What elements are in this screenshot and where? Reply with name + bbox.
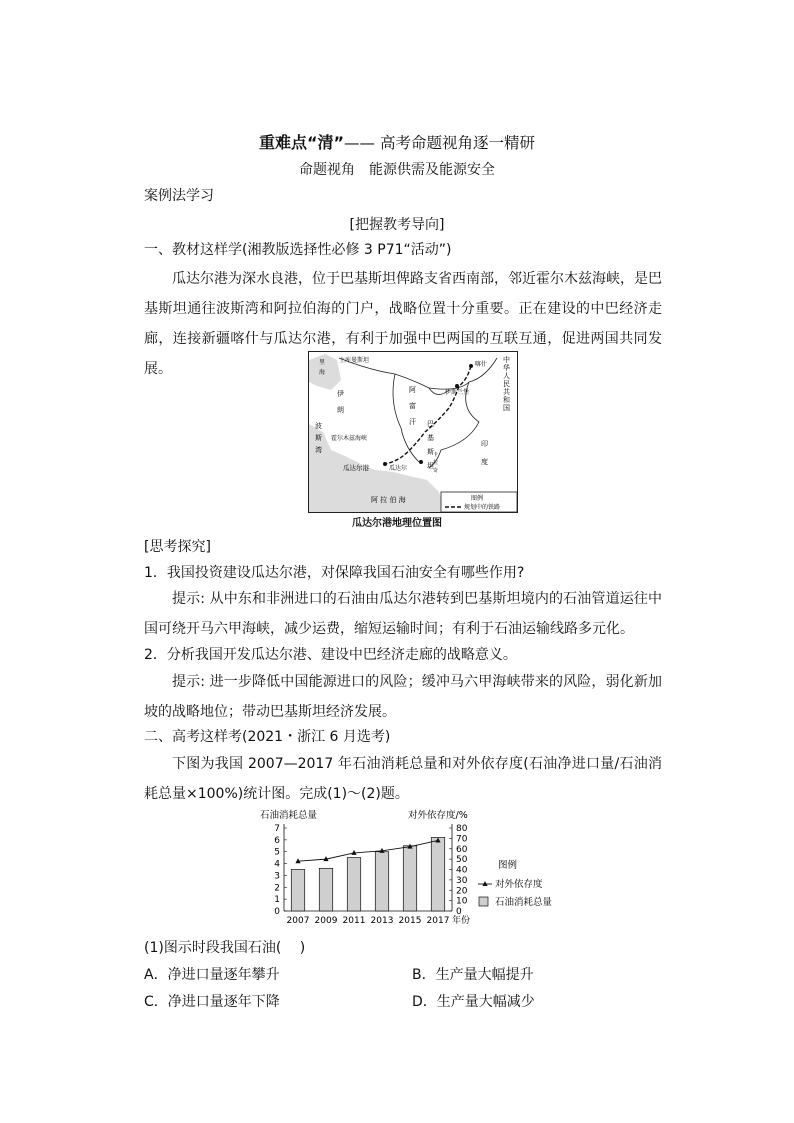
map-label: 中: [503, 356, 510, 364]
map-label: 海: [319, 369, 326, 376]
legend-title: 图例: [471, 495, 484, 502]
left-tick-label: 2: [274, 883, 280, 894]
map-label: 共: [503, 388, 510, 396]
left-tick-label: 6: [274, 835, 280, 846]
option-d[interactable]: D．生产量大幅减少: [412, 994, 535, 1010]
map-label: 富: [409, 402, 416, 410]
map-label: 斯: [427, 448, 434, 456]
city-dot: [419, 460, 423, 464]
option-c[interactable]: C．净进口量逐年下降: [144, 994, 280, 1010]
right-tick-label: 40: [456, 865, 468, 876]
map-label: 斯: [315, 434, 322, 442]
chart-legend-title: 图例: [498, 860, 518, 871]
map-label: 巴: [427, 420, 434, 428]
left-tick-label: 3: [274, 871, 280, 882]
map-label: 阿 拉 伯 海: [371, 496, 406, 504]
map-label: 喀什: [475, 361, 488, 368]
textbook-paragraph: 瓜达尔港为深水良港，位于巴基斯坦俾路支省西南部，邻近霍尔木兹海峡，是巴基斯坦通往波斯湾和阿拉伯海的门户，战略位置十分重要。正在建设的中巴经济走廊，连接新疆喀什与瓜达尔港，有利于加强中巴两国的互联互通，促进两国共同发展。: [144, 271, 662, 377]
title-rest: 高考命题视角逐一精研: [375, 134, 535, 152]
map-label: 拉: [433, 460, 439, 466]
map-label: 湾: [315, 446, 322, 454]
map-label: 和: [503, 396, 510, 404]
map-label: 坦: [427, 462, 434, 470]
title-bold: 重难点“清”: [259, 133, 345, 152]
map-label: 基: [427, 434, 434, 442]
map-caption: 瓜达尔港地理位置图: [352, 518, 442, 529]
map-label: 里: [319, 359, 326, 366]
x-tick-label: 2017: [426, 916, 450, 926]
left-axis-label: 石油消耗总量: [260, 810, 318, 821]
guide-heading: [把握教考导向]: [349, 217, 445, 233]
right-tick-label: 50: [456, 855, 468, 866]
right-tick-label: 10: [456, 896, 468, 907]
legend-bar-label: 石油消耗总量: [495, 897, 553, 908]
page-title: [0, 130, 794, 153]
x-axis-suffix: 年份: [452, 916, 471, 926]
textbook-heading: 一、教材这样学(湘教版选择性必修 3 P71“活动”): [144, 242, 452, 258]
left-tick-label: 7: [274, 824, 280, 834]
x-tick-label: 2015: [398, 916, 422, 926]
map-label: 伊斯兰堡: [445, 389, 470, 396]
bar: [291, 870, 304, 912]
map-label: 度: [481, 458, 488, 466]
left-tick-label: 4: [274, 859, 280, 870]
map-label: 人: [503, 372, 510, 380]
legend-rail-label: 规划中的铁路: [464, 504, 501, 511]
map-label: 瓜达尔: [389, 465, 408, 472]
option-b[interactable]: B．生产量大幅提升: [412, 967, 534, 983]
right-tick-label: 20: [456, 886, 468, 897]
map-label: 瓜达尔港: [343, 464, 369, 472]
answer-2: 提示: 进一步降低中国能源进口的风险；缓冲马六甲海峡带来的风险，弱化新加坡的战略地位；带动巴基斯坦经济发展。: [144, 674, 662, 720]
right-axis-label: 对外依存度/%: [408, 810, 468, 821]
page-subtitle: 命题视角 能源供需及能源安全: [299, 162, 495, 178]
answer-1: 提示: 从中东和非洲进口的石油由瓜达尔港转到巴基斯坦境内的石油管道运往中国可绕开马六甲海峡，减少运费，缩短运输时间；有利于石油运输线路多元化。: [144, 591, 662, 637]
case-study-heading: 案例法学习: [144, 188, 214, 204]
right-tick-label: 0: [456, 907, 462, 917]
right-tick-label: 60: [456, 844, 468, 855]
right-tick-label: 80: [456, 824, 468, 834]
map-label: 土库曼斯坦: [339, 357, 370, 364]
option-a[interactable]: A．净进口量逐年攀升: [144, 967, 280, 983]
map-label: 伊: [337, 390, 344, 398]
map-label: 印: [481, 440, 488, 448]
legend-line-label: 对外依存度: [495, 879, 543, 890]
right-tick-label: 70: [456, 834, 468, 845]
map-label: 民: [503, 380, 510, 388]
bar: [347, 858, 360, 911]
question-1: 1．我国投资建设瓜达尔港，对保障我国石油安全有哪些作用?: [144, 565, 525, 581]
map-label: 卡: [433, 452, 439, 458]
left-tick-label: 0: [274, 907, 280, 917]
title-dash: ——: [344, 134, 376, 152]
x-tick-label: 2013: [370, 916, 394, 926]
bar: [375, 852, 388, 911]
city-dot: [469, 364, 473, 368]
legend-line-marker: [482, 881, 487, 886]
bar: [431, 837, 444, 911]
gwadar-map: [308, 351, 518, 513]
left-tick-label: 1: [274, 895, 280, 906]
exam-heading: 二、高考这样考(2021・浙江 6 月选考): [144, 729, 391, 745]
map-label: 华: [503, 364, 510, 372]
question-2: 2．分析我国开发瓜达尔港、建设中巴经济走廊的战略意义。: [144, 647, 517, 663]
exam-paragraph: 下图为我国 2007—2017 年石油消耗总量和对外依存度(石油净进口量/石油消耗总量×100%)统计图。完成(1)～(2)题。: [144, 756, 662, 802]
oil-chart: [256, 806, 576, 930]
map-label: 波: [315, 422, 322, 430]
x-tick-label: 2011: [342, 916, 366, 926]
map-label: 朗: [337, 406, 344, 414]
chart-svg: [256, 806, 576, 930]
x-tick-label: 2009: [314, 916, 338, 926]
map-label: 汗: [409, 418, 416, 426]
right-tick-label: 30: [456, 875, 468, 886]
city-dot: [383, 462, 387, 466]
map-svg: [309, 352, 517, 512]
map-label: 奇: [433, 468, 439, 474]
city-dot: [455, 384, 459, 388]
bar: [403, 846, 416, 911]
question-text: (1)图示时段我国石油( ): [144, 940, 306, 956]
x-tick-label: 2007: [286, 916, 310, 926]
think-heading: [思考探究]: [144, 539, 211, 555]
map-label: 霍尔木兹海峡: [331, 435, 368, 442]
map-label: 国: [503, 404, 510, 412]
legend-bar-swatch: [479, 897, 488, 906]
map-label: 阿: [409, 386, 416, 394]
left-tick-label: 5: [274, 847, 280, 858]
bar: [319, 868, 332, 911]
